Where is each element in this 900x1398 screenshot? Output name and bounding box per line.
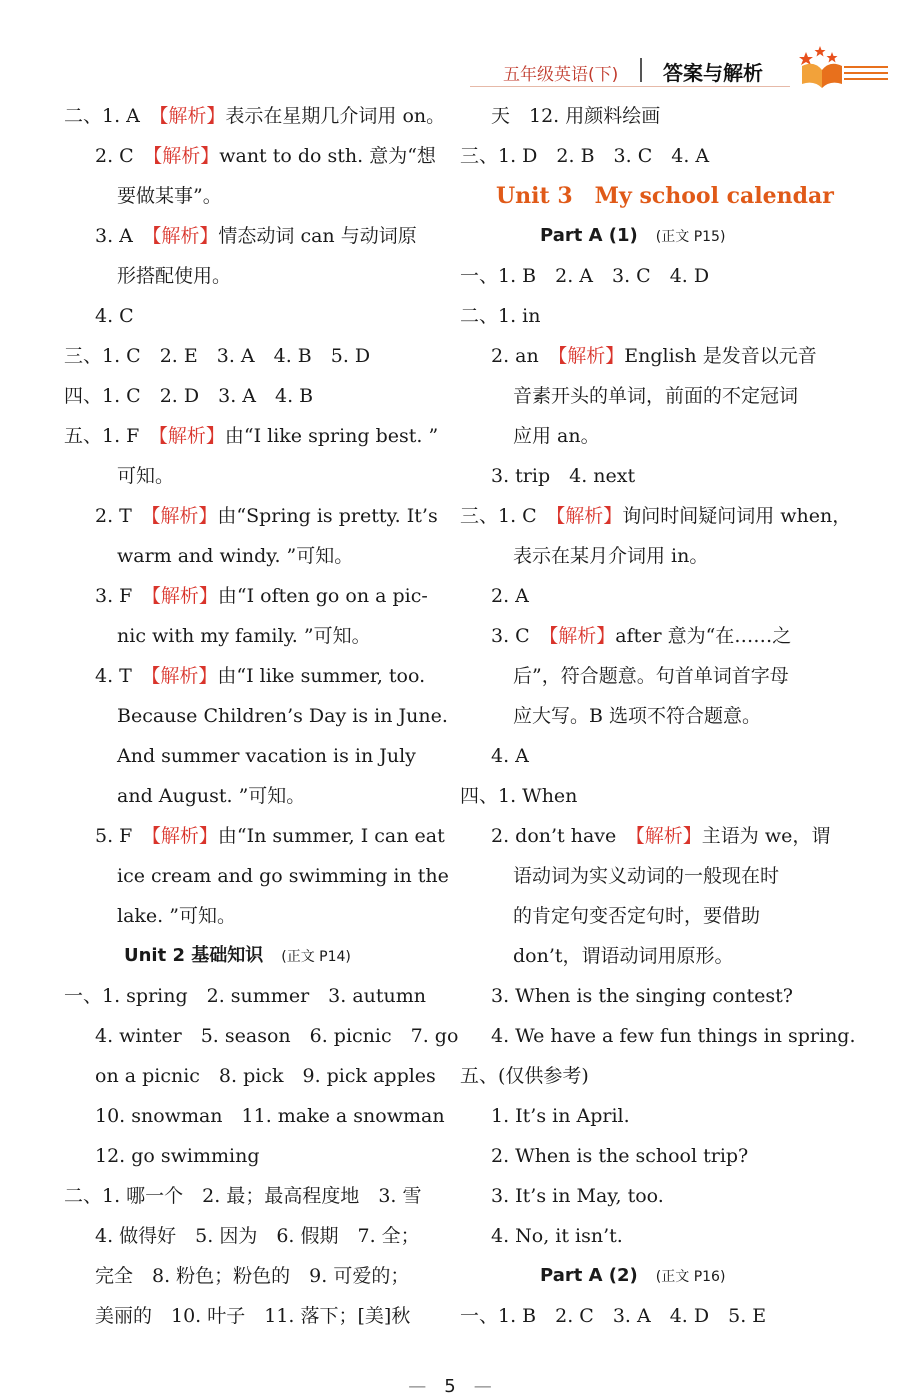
answer-text: 3. A [95, 225, 152, 247]
answer-line [460, 1296, 830, 1336]
answer-text: 2. When is the school trip? [491, 1145, 749, 1167]
answer-text: 4. T [95, 665, 151, 687]
analysis-tag: 【解析】 [548, 625, 616, 647]
answer-text: 10. snowman 11. make a snowman [95, 1105, 445, 1127]
answer-line [64, 1056, 436, 1096]
answer-text: 应用 an。 [513, 425, 600, 447]
left-column [64, 96, 459, 1336]
answer-text: don’t，谓语动词用原形。 [513, 945, 734, 967]
answer-line [64, 536, 436, 576]
answer-text: ice cream and go swimming in the [117, 865, 449, 887]
answer-text: 由“I often go on a pic- [217, 585, 428, 607]
answer-line [460, 1016, 856, 1056]
answer-text: 后”，符合题意。句首单词首字母 [513, 665, 789, 687]
answer-line [460, 736, 830, 776]
answer-text: nic with my family. ”可知。 [117, 625, 371, 647]
header-subject: 五年级英语(下) [503, 65, 619, 85]
answer-text: lake. ”可知。 [117, 905, 236, 927]
answer-text: 5. F [95, 825, 152, 847]
answer-line [460, 336, 830, 376]
answer-text: 4. We have a few fun things in spring. [491, 1025, 856, 1047]
answer-line [460, 1176, 830, 1216]
analysis-tag: 【解析】 [150, 505, 218, 527]
answer-text: 询问时间疑问词用 when， [622, 505, 852, 527]
answer-text: 五、1. F [64, 425, 159, 447]
answer-text: 由“I like spring best. ” [224, 425, 439, 447]
answer-text: 的肯定句变否定句时，要借助 [513, 905, 761, 927]
answer-line [64, 136, 436, 176]
answer-line [64, 176, 436, 216]
answer-text: 3. When is the singing contest? [491, 985, 793, 1007]
answer-text: Because Children’s Day is in June. [117, 705, 448, 727]
answer-line [460, 616, 830, 656]
answer-text: 四、1. C 2. D 3. A 4. B [64, 385, 314, 407]
section-title: Unit 2 基础知识 [124, 945, 264, 966]
answer-text: 1. It’s in April. [491, 1105, 630, 1127]
answer-line [460, 976, 830, 1016]
answer-line [460, 896, 830, 936]
header-rule [470, 86, 790, 87]
answer-line [460, 376, 830, 416]
answer-text: 主语为 we，谓 [701, 825, 831, 847]
answer-line [64, 1136, 436, 1176]
section-heading [460, 216, 830, 256]
answer-line [64, 896, 436, 936]
page-header [0, 0, 900, 100]
answer-line [460, 456, 830, 496]
answer-line [460, 1056, 830, 1096]
answer-text: 语动词为实义动词的一般现在时 [513, 865, 780, 887]
answer-text: 完全 8. 粉色；粉色的 9. 可爱的； [95, 1265, 410, 1287]
analysis-tag: 【解析】 [555, 505, 623, 527]
answer-line [64, 1016, 459, 1056]
answer-text: 一、1. B 2. A 3. C 4. D [460, 265, 710, 287]
answer-line [64, 336, 436, 376]
answer-text: 形搭配使用。 [117, 265, 232, 287]
answer-line [64, 296, 436, 336]
answer-line [460, 296, 830, 336]
answer-text: 四、1. When [460, 785, 578, 807]
answer-text: want to do sth. 意为“想 [219, 145, 436, 167]
answer-text: 3. trip 4. next [491, 465, 636, 487]
book-logo-icon [792, 44, 892, 92]
answer-line [460, 416, 830, 456]
answer-line [460, 536, 830, 576]
answer-line [460, 856, 830, 896]
answer-line [460, 776, 830, 816]
answer-line [460, 1096, 830, 1136]
answer-text: 2. A [491, 585, 529, 607]
answer-text: after 意为“在……之 [615, 625, 792, 647]
answer-line [64, 1296, 436, 1336]
answer-line [64, 1176, 436, 1216]
answer-text: 由“I like summer, too. [217, 665, 426, 687]
answer-text: 4. 做得好 5. 因为 6. 假期 7. 全； [95, 1225, 420, 1247]
answer-line [64, 616, 436, 656]
analysis-tag: 【解析】 [635, 825, 702, 847]
answer-line [64, 1096, 445, 1136]
answer-line [64, 1216, 436, 1256]
answer-text: 二、1. 哪一个 2. 最；最高程度地 3. 雪 [64, 1185, 422, 1207]
answer-text: 2. C [95, 145, 153, 167]
answer-text: 4. winter 5. season 6. picnic 7. go [95, 1025, 459, 1047]
answer-text: 由“Spring is pretty. It’s [217, 505, 438, 527]
unit-heading: Unit 3 My school calendar [496, 183, 834, 209]
analysis-tag: 【解析】 [158, 425, 225, 447]
answer-line [460, 496, 852, 536]
answer-line [460, 136, 830, 176]
section-heading [460, 1256, 830, 1296]
header-divider [640, 58, 642, 82]
section-title: Part A (2) [540, 1265, 638, 1286]
answer-text: English 是发音以元音 [624, 345, 817, 367]
answer-text: 2. don’t have [491, 825, 636, 847]
answer-text: 由“In summer, I can eat [217, 825, 445, 847]
answer-text: 3. It’s in May, too. [491, 1185, 664, 1207]
answer-line [460, 936, 830, 976]
answer-line [64, 456, 436, 496]
section-page-ref: (正文 P15) [655, 229, 726, 245]
answer-text: 2. T [95, 505, 151, 527]
answer-text: 可知。 [117, 465, 175, 487]
answer-text: 美丽的 10. 叶子 11. 落下；[美]秋 [95, 1305, 411, 1327]
answer-line [460, 696, 830, 736]
answer-text: 12. go swimming [95, 1145, 260, 1167]
answer-text: 三、1. C [460, 505, 556, 527]
answer-line [64, 696, 448, 736]
answer-text: 要做某事”。 [117, 185, 222, 207]
answer-text: And summer vacation is in July [117, 745, 416, 767]
answer-line [64, 1256, 436, 1296]
answer-text: 二、1. A [64, 105, 159, 127]
answer-text: 三、1. D 2. B 3. C 4. A [460, 145, 710, 167]
answer-line [64, 776, 436, 816]
answer-line [64, 256, 436, 296]
answer-text: 4. C [95, 305, 134, 327]
answer-text: 一、1. spring 2. summer 3. autumn [64, 985, 427, 1007]
page-number-value: 5 [444, 1376, 456, 1397]
answer-line [64, 96, 446, 136]
answer-text: 4. A [491, 745, 529, 767]
answer-line [460, 256, 830, 296]
answer-text: 天 12. 用颜料绘画 [491, 105, 661, 127]
answer-text: 4. No, it isn’t. [491, 1225, 623, 1247]
section-title: Part A (1) [540, 225, 638, 246]
answer-text: 2. an [491, 345, 558, 367]
answer-text: 五、(仅供参考) [460, 1065, 589, 1087]
page-number: — 5 — [408, 1376, 492, 1397]
answer-line [64, 736, 436, 776]
section-heading [64, 936, 436, 976]
analysis-tag: 【解析】 [151, 585, 218, 607]
answer-text: 表示在星期几介词用 on。 [225, 105, 446, 127]
answer-line [64, 576, 436, 616]
answer-line [64, 976, 436, 1016]
answer-text: 应大写。B 选项不符合题意。 [513, 705, 762, 727]
answer-text: warm and windy. ”可知。 [117, 545, 354, 567]
analysis-tag: 【解析】 [150, 665, 218, 687]
answer-text: 三、1. C 2. E 3. A 4. B 5. D [64, 345, 371, 367]
answer-text: 音素开头的单词，前面的不定冠词 [513, 385, 799, 407]
answer-line [64, 656, 436, 696]
analysis-tag: 【解析】 [158, 105, 226, 127]
answer-line [64, 416, 439, 456]
answer-line [64, 376, 436, 416]
right-column [460, 96, 856, 1336]
answer-text: 表示在某月介词用 in。 [513, 545, 709, 567]
answer-line [460, 816, 830, 856]
answer-line [460, 1136, 830, 1176]
answer-text: on a picnic 8. pick 9. pick apples [95, 1065, 436, 1087]
answer-text: and August. ”可知。 [117, 785, 306, 807]
analysis-tag: 【解析】 [557, 345, 625, 367]
answer-line [64, 816, 445, 856]
answer-text: 3. F [95, 585, 152, 607]
analysis-tag: 【解析】 [151, 825, 218, 847]
answer-line [460, 656, 830, 696]
analysis-tag: 【解析】 [151, 225, 219, 247]
answer-text: 情态动词 can 与动词原 [218, 225, 417, 247]
answer-text: 一、1. B 2. C 3. A 4. D 5. E [460, 1305, 767, 1327]
section-page-ref: (正文 P14) [281, 949, 351, 965]
section-page-ref: (正文 P16) [655, 1269, 726, 1285]
answer-line [64, 496, 436, 536]
header-title: 答案与解析 [663, 61, 763, 85]
answer-text: 二、1. in [460, 305, 541, 327]
answer-text: 3. C [491, 625, 549, 647]
answer-line [460, 1216, 830, 1256]
answer-line [64, 216, 436, 256]
analysis-tag: 【解析】 [152, 145, 220, 167]
answer-line [460, 96, 830, 136]
answer-line [64, 856, 449, 896]
answer-line [460, 576, 830, 616]
